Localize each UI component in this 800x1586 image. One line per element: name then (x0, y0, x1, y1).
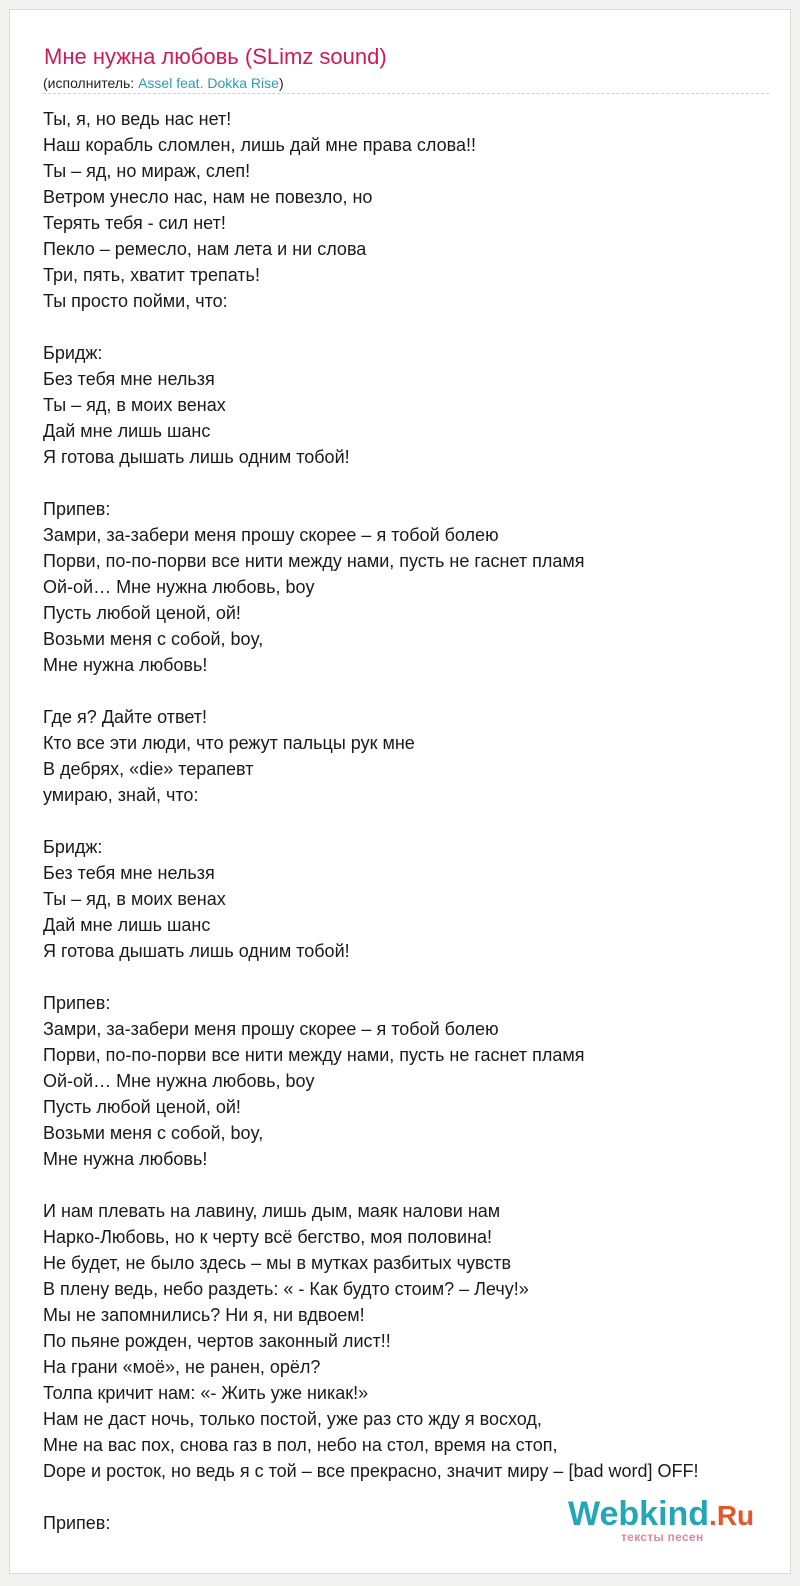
lyric-line: Замри, за-забери меня прошу скорее – я тобой болею (43, 1019, 499, 1039)
lyric-line: Порви, по-по-порви все нити между нами, пусть не гаснет пламя (43, 1045, 585, 1065)
song-title: Мне нужна любовь (SLimz sound) (44, 44, 387, 69)
lyric-line: Замри, за-забери меня прошу скорее – я тобой болею (43, 525, 499, 545)
lyric-line: Нарко-Любовь, но к черту всё бегство, моя половина! (43, 1227, 493, 1247)
stanza-gap (43, 314, 788, 340)
logo-name: Webkind (568, 1495, 710, 1533)
artist-suffix: ) (278, 75, 284, 91)
lyric-line: Где я? Дайте ответ! (43, 707, 208, 727)
lyric-line: Нам не даст ночь, только постой, уже раз сто жду я восход, (43, 1409, 542, 1429)
lyric-line: Без тебя мне нельзя (43, 369, 215, 389)
lyric-line: Дай мне лишь шанс (43, 421, 211, 441)
stanza-gap (43, 964, 788, 990)
lyric-line: Бридж: (43, 837, 103, 857)
lyrics-card (9, 9, 791, 1574)
lyric-line: Я готова дышать лишь одним тобой! (43, 941, 350, 961)
stanza-gap (43, 678, 788, 704)
lyric-line: Дай мне лишь шанс (43, 915, 211, 935)
lyric-line: Не будет, не было здесь – мы в мутках разбитых чувств (43, 1253, 512, 1273)
lyric-line: Ты – яд, но мираж, слеп! (43, 161, 251, 181)
title-divider (43, 93, 769, 94)
lyric-line: Мне нужна любовь! (43, 1149, 208, 1169)
stanza-gap (43, 808, 788, 834)
lyric-line: Терять тебя - сил нет! (43, 213, 226, 233)
lyric-line: Мне нужна любовь! (43, 655, 208, 675)
logo-tagline: тексты песен (621, 1530, 704, 1544)
lyric-line: Пусть любой ценой, ой! (43, 1097, 241, 1117)
lyric-line: Я готова дышать лишь одним тобой! (43, 447, 350, 467)
lyric-line: В плену ведь, небо раздеть: « - Как будто стоим? – Лечу!» (43, 1279, 529, 1299)
lyric-line: Ты, я, но ведь нас нет! (43, 109, 232, 129)
lyric-line: На грани «моё», не ранен, орёл? (43, 1357, 321, 1377)
stanza-gap (43, 1172, 788, 1198)
lyric-line: Бридж: (43, 343, 103, 363)
lyric-line: Ты просто пойми, что: (43, 291, 228, 311)
lyric-line: Наш корабль сломлен, лишь дай мне права слова!! (43, 135, 476, 155)
lyric-line: Мы не запомнились? Ни я, ни вдвоем! (43, 1305, 365, 1325)
lyric-line: Ты – яд, в моих венах (43, 395, 226, 415)
lyrics-text (43, 106, 788, 1536)
lyric-line: Возьми меня с собой, boy, (43, 629, 264, 649)
lyric-line: Ой-ой… Мне нужна любовь, boy (43, 1071, 315, 1091)
lyric-line: Мне на вас пох, снова газ в пол, небо на стол, время на стоп, (43, 1435, 558, 1455)
lyric-line: Без тебя мне нельзя (43, 863, 215, 883)
artist-prefix: (исполнитель: (43, 75, 139, 91)
lyric-line: И нам плевать на лавину, лишь дым, маяк налови нам (43, 1201, 501, 1221)
artist-link[interactable]: Assel feat. Dokka Rise (138, 75, 279, 91)
lyric-line: Порви, по-по-порви все нити между нами, пусть не гаснет пламя (43, 551, 585, 571)
webkind-logo[interactable] (568, 1494, 768, 1554)
lyric-line: По пьяне рожден, чертов законный лист!! (43, 1331, 391, 1351)
lyric-line: В дебрях, «die» терапевт (43, 759, 254, 779)
lyric-line: Dope и росток, но ведь я с той – все прекрасно, значит миру – [bad word] OFF! (43, 1461, 699, 1481)
lyric-line: Ой-ой… Мне нужна любовь, boy (43, 577, 315, 597)
lyric-line: Припев: (43, 993, 111, 1013)
lyric-line: Ветром унесло нас, нам не повезло, но (43, 187, 373, 207)
lyric-line: Припев: (43, 499, 111, 519)
lyric-line: умираю, знай, что: (43, 785, 199, 805)
lyric-line: Три, пять, хватит трепать! (43, 265, 260, 285)
lyric-line: Ты – яд, в моих венах (43, 889, 226, 909)
lyric-line: Припев: (43, 1513, 111, 1533)
logo-tld: .Ru (709, 1500, 755, 1531)
lyric-line: Кто все эти люди, что режут пальцы рук мне (43, 733, 415, 753)
artist-line (43, 75, 284, 91)
lyric-line: Пекло – ремесло, нам лета и ни слова (43, 239, 367, 259)
stanza-gap (43, 470, 788, 496)
lyric-line: Возьми меня с собой, boy, (43, 1123, 264, 1143)
lyric-line: Толпа кричит нам: «- Жить уже никак!» (43, 1383, 369, 1403)
lyric-line: Пусть любой ценой, ой! (43, 603, 241, 623)
